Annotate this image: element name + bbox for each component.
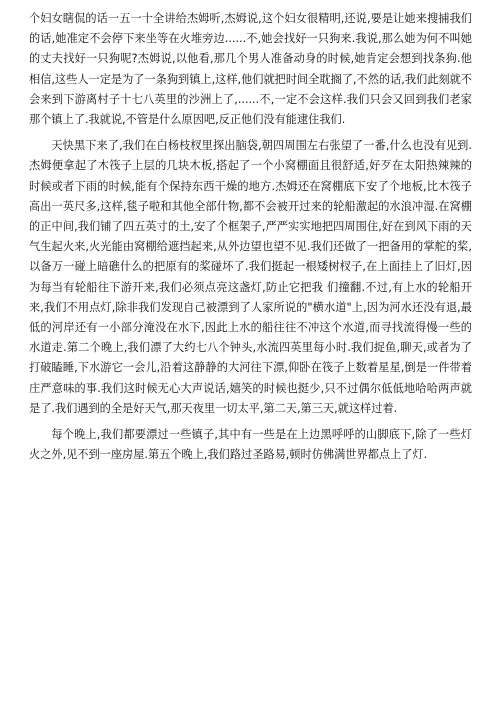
paragraph-2: 天快黑下来了,我们在白杨枝杈里探出脑袋,朝四周围左右张望了一番,什么也没有见到.杰姆便拿起了木筏子上层的几块木板,搭起了一个小窝棚面且很舒适,好歹在太阳热辣辣的时候或者下雨的时候,能有个保持东西干燥的地方.杰姆还在窝棚底下安了个地板,比木筏子高出一英尺多,这样,毯子啦和其他全部什物,都不会被开过来的轮船激起的水浪冲湿.在窝棚的正中间,我们铺了四五英寸的土,安了个框架子,严严实实地把四周围住,好在到风下雨的天气生起火来,火光能由窝棚给遮挡起来,从外边望也望不见.我们还做了一把备用的掌舵的桨,以备万一碰上暗礁什么的把原有的桨碰坏了.我们挺起一根矮树杈子,在上面挂上了旧灯,因为每当有轮船往下游开来,我们必须点亮这盏灯,防止它把我 们撞翻.不过,有上水的轮船开来,我们不用点灯,除非我们发现自己被漂到了人家所说的"横水道"上,因为河水还没有退,最低的河岸还有一小部分淹没在水下,因此上水的船往往不冲这个水道,而寻找流得慢一些的水道走.第二个晚上,我们漂了大约七八个钟头,水流四英里每小时.我们捉鱼,聊天,或者为了打破瞌睡,下水游它一会儿,沿着这静静的大河往下漂,仰卧在筏子上数着星星,倒是一件带着庄严意味的事.我们这时候无心大声说话,嬉笑的时候也挺少,只不过偶尔低低地哈哈两声就是了.我们遇到的全是好天气,那天夜里一切太平,第二天,第三天,就这样过着. xyxy=(29,139,472,415)
document-page xyxy=(29,9,472,465)
paragraph-3: 每个晚上,我们都要漂过一些镇子,其中有一些是在上边黑呼呼的山脚底下,除了一些灯火之外,见不到一座房屋.第五个晚上,我们路过圣路易,顿时仿佛满世界都点上了灯. xyxy=(29,428,472,462)
paragraph-1: 个妇女瞎侃的话一五一十全讲给杰姆听,杰姆说,这个妇女很精明,还说,要是让她来搜捕我们的话,她准定不会停下来坐等在火堆旁边......不,她会找好一只狗来.我说,那么她为何不叫她的丈夫找好一只狗呢?杰姆说,以他看,那几个男人准备动身的时候,她肯定会想到找条狗.他相信,这些人一定是为了一条狗到镇上,这样,他们就把时间全耽搁了,不然的话,我们此刻就不会来到下游离村子十七八英里的沙洲上了,......不,一定不会这样.我们只会又回到我们老家那个镇上了.我就说,不管是什么原因吧,反正他们没有能逮住我们. xyxy=(29,12,472,127)
